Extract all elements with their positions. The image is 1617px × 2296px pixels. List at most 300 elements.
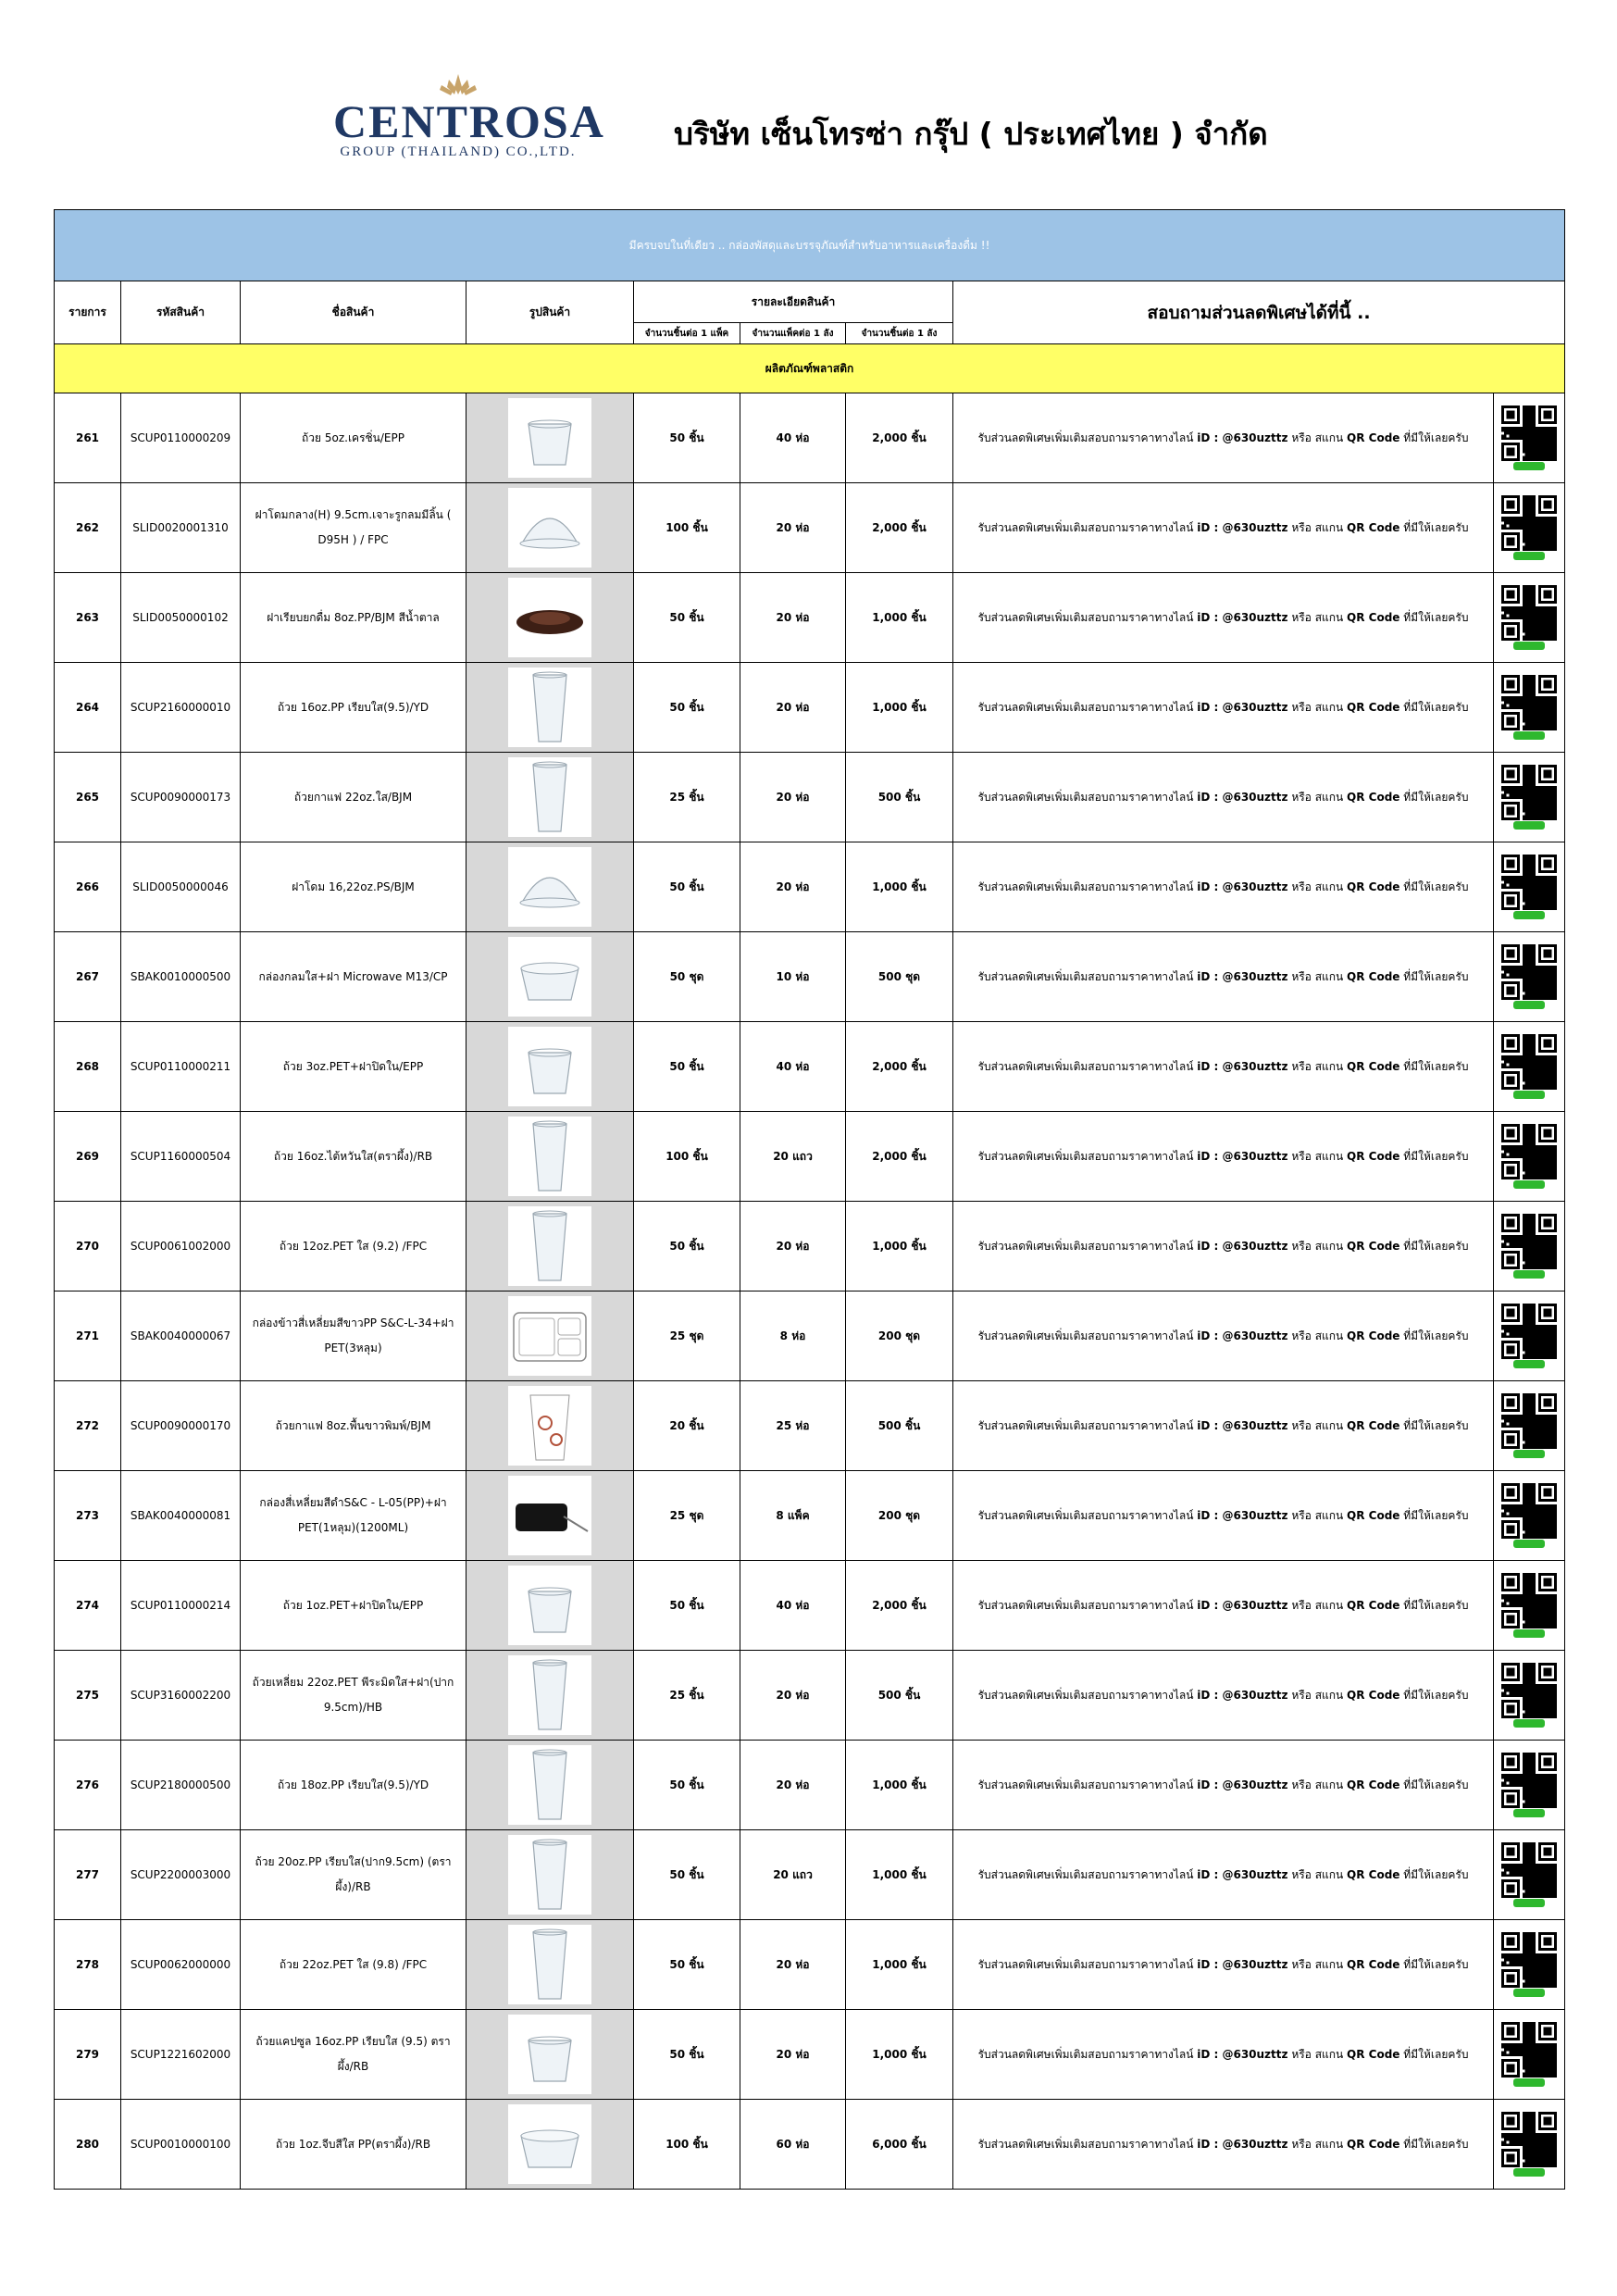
qr-code-cell — [1494, 1741, 1565, 1830]
line-add-friend-icon — [1513, 1180, 1545, 1189]
promo-mid: หรือ สแกน — [1287, 430, 1348, 444]
line-add-friend-icon — [1513, 1719, 1545, 1728]
qr-code[interactable] — [1499, 1393, 1560, 1458]
pieces-per-case: 200 ชุด — [846, 1471, 953, 1561]
product-name: ถ้วยกาแฟ 8oz.พื้นขาวพิมพ์/BJM — [241, 1381, 466, 1471]
table-row — [55, 932, 1565, 1022]
packs-per-case: 10 ห่อ — [740, 932, 846, 1022]
item-number: 274 — [55, 1561, 121, 1651]
promo-prefix: รับส่วนลดพิเศษเพิ่มเติมสอบถามราคาทางไลน์ — [977, 1059, 1198, 1073]
product-image — [466, 393, 634, 483]
packs-per-case: 20 ห่อ — [740, 663, 846, 753]
header-no: รายการ — [55, 281, 121, 344]
qr-code-icon — [1499, 406, 1560, 461]
qr-code-cell — [1494, 1112, 1565, 1202]
cup-tall-icon — [508, 1925, 591, 2004]
lotus-emblem-icon — [438, 72, 479, 96]
qr-code-cell — [1494, 1381, 1565, 1471]
product-name: กล่องข้าวสี่เหลี่ยมสีขาวPP S&C-L-34+ฝา PET(3หลุม) — [241, 1292, 466, 1381]
promo-text — [953, 663, 1494, 753]
promo-text — [953, 2010, 1494, 2100]
promo-line-id: iD : @630uzttz — [1197, 700, 1288, 714]
promo-mid: หรือ สแกน — [1287, 2047, 1348, 2061]
product-code: SCUP0062000000 — [121, 1920, 241, 2010]
pieces-per-case: 500 ชิ้น — [846, 753, 953, 842]
company-logo — [333, 72, 605, 165]
promo-mid: หรือ สแกน — [1287, 1688, 1348, 1702]
pieces-per-case: 1,000 ชิ้น — [846, 573, 953, 663]
qr-code[interactable] — [1499, 406, 1560, 470]
qr-code-cell — [1494, 1830, 1565, 1920]
product-image — [466, 1471, 634, 1561]
promo-prefix: รับส่วนลดพิเศษเพิ่มเติมสอบถามราคาทางไลน์ — [977, 1149, 1198, 1163]
promo-mid: หรือ สแกน — [1287, 1239, 1348, 1253]
tray-black-icon — [508, 1476, 591, 1555]
promo-mid: หรือ สแกน — [1287, 1598, 1348, 1612]
promo-prefix: รับส่วนลดพิเศษเพิ่มเติมสอบถามราคาทางไลน์ — [977, 1508, 1198, 1522]
bowl-icon — [508, 2104, 591, 2184]
product-table-body — [55, 210, 1565, 2190]
product-image — [466, 1830, 634, 1920]
promo-qr-label: QR Code — [1347, 1329, 1400, 1342]
promo-qr-label: QR Code — [1347, 2137, 1400, 2151]
promo-prefix: รับส่วนลดพิเศษเพิ่มเติมสอบถามราคาทางไลน์ — [977, 2047, 1198, 2061]
promo-qr-label: QR Code — [1347, 430, 1400, 444]
product-name: ถ้วย 3oz.PET+ฝาปิดใน/EPP — [241, 1022, 466, 1112]
product-name: กล่องสี่เหลี่ยมสีดำS&C - L-05(PP)+ฝา PET(1หลุม)(1200ML) — [241, 1471, 466, 1561]
qr-code[interactable] — [1499, 2022, 1560, 2087]
qr-code-icon — [1499, 495, 1560, 551]
qr-code[interactable] — [1499, 1573, 1560, 1638]
qr-code[interactable] — [1499, 1483, 1560, 1548]
packs-per-case: 20 ห่อ — [740, 2010, 846, 2100]
cup-tall-icon — [508, 1655, 591, 1735]
promo-prefix: รับส่วนลดพิเศษเพิ่มเติมสอบถามราคาทางไลน์ — [977, 1778, 1198, 1791]
line-add-friend-icon — [1513, 1270, 1545, 1279]
promo-mid: หรือ สแกน — [1287, 2137, 1348, 2151]
pieces-per-pack: 100 ชิ้น — [634, 483, 740, 573]
product-code: SLID0050000046 — [121, 842, 241, 932]
promo-prefix: รับส่วนลดพิเศษเพิ่มเติมสอบถามราคาทางไลน์ — [977, 790, 1198, 804]
item-number: 279 — [55, 2010, 121, 2100]
promo-text — [953, 1651, 1494, 1741]
product-code: SCUP2180000500 — [121, 1741, 241, 1830]
line-add-friend-icon — [1513, 552, 1545, 560]
item-number: 277 — [55, 1830, 121, 1920]
pieces-per-case: 500 ชุด — [846, 932, 953, 1022]
product-image — [466, 932, 634, 1022]
company-name: บริษัท เซ็นโทรซ่า กรุ๊ป ( ประเทศไทย ) จำกัด — [674, 116, 1268, 152]
qr-code[interactable] — [1499, 1034, 1560, 1099]
pieces-per-case: 1,000 ชิ้น — [846, 1202, 953, 1292]
pieces-per-case: 2,000 ชิ้น — [846, 393, 953, 483]
promo-line-id: iD : @630uzttz — [1197, 430, 1288, 444]
promo-mid: หรือ สแกน — [1287, 1329, 1348, 1342]
product-code: SBAK0010000500 — [121, 932, 241, 1022]
promo-suffix: ที่มีให้เลยครับ — [1399, 1688, 1469, 1702]
promo-line-id: iD : @630uzttz — [1197, 969, 1288, 983]
promo-suffix: ที่มีให้เลยครับ — [1399, 610, 1469, 624]
promo-mid: หรือ สแกน — [1287, 1778, 1348, 1791]
packs-per-case: 40 ห่อ — [740, 1561, 846, 1651]
pieces-per-pack: 50 ชิ้น — [634, 1202, 740, 1292]
promo-qr-label: QR Code — [1347, 610, 1400, 624]
qr-code[interactable] — [1499, 1842, 1560, 1907]
qr-code[interactable] — [1499, 944, 1560, 1009]
promo-prefix: รับส่วนลดพิเศษเพิ่มเติมสอบถามราคาทางไลน์ — [977, 610, 1198, 624]
cup-short-icon — [508, 398, 591, 478]
promo-mid: หรือ สแกน — [1287, 1059, 1348, 1073]
item-number: 269 — [55, 1112, 121, 1202]
dome-icon — [508, 847, 591, 927]
item-number: 263 — [55, 573, 121, 663]
pieces-per-pack: 50 ชิ้น — [634, 1741, 740, 1830]
qr-code-icon — [1499, 585, 1560, 641]
promo-suffix: ที่มีให้เลยครับ — [1399, 790, 1469, 804]
header-per-pack: จำนวนชิ้นต่อ 1 แพ็ค — [634, 323, 740, 344]
table-row — [55, 842, 1565, 932]
dome-icon — [508, 488, 591, 568]
product-code: SBAK0040000081 — [121, 1471, 241, 1561]
product-name: ถ้วยกาแฟ 22oz.ใส/BJM — [241, 753, 466, 842]
product-image — [466, 1920, 634, 2010]
promo-text — [953, 573, 1494, 663]
header-code: รหัสสินค้า — [121, 281, 241, 344]
pieces-per-pack: 50 ชุด — [634, 932, 740, 1022]
qr-code[interactable] — [1499, 495, 1560, 560]
promo-text — [953, 1920, 1494, 2010]
qr-code[interactable] — [1499, 2112, 1560, 2177]
pieces-per-case: 6,000 ชิ้น — [846, 2100, 953, 2190]
promo-prefix: รับส่วนลดพิเศษเพิ่มเติมสอบถามราคาทางไลน์ — [977, 700, 1198, 714]
promo-prefix: รับส่วนลดพิเศษเพิ่มเติมสอบถามราคาทางไลน์ — [977, 1598, 1198, 1612]
line-add-friend-icon — [1513, 1001, 1545, 1009]
promo-prefix: รับส่วนลดพิเศษเพิ่มเติมสอบถามราคาทางไลน์ — [977, 1418, 1198, 1432]
promo-prefix: รับส่วนลดพิเศษเพิ่มเติมสอบถามราคาทางไลน์ — [977, 880, 1198, 893]
promo-mid: หรือ สแกน — [1287, 520, 1348, 534]
promo-text — [953, 2100, 1494, 2190]
table-row — [55, 2100, 1565, 2190]
promo-mid: หรือ สแกน — [1287, 1957, 1348, 1971]
product-name: ฝาเรียบยกดื่ม 8oz.PP/BJM สีน้ำตาล — [241, 573, 466, 663]
product-name: ถ้วย 1oz.PET+ฝาปิดใน/EPP — [241, 1561, 466, 1651]
qr-code-icon — [1499, 1124, 1560, 1179]
promo-text — [953, 1561, 1494, 1651]
pieces-per-pack: 25 ชิ้น — [634, 753, 740, 842]
qr-code-cell — [1494, 573, 1565, 663]
item-number: 266 — [55, 842, 121, 932]
promo-suffix: ที่มีให้เลยครับ — [1399, 880, 1469, 893]
table-row — [55, 1471, 1565, 1561]
paper-cup-icon — [508, 1386, 591, 1466]
line-add-friend-icon — [1513, 731, 1545, 740]
qr-code-icon — [1499, 2112, 1560, 2167]
qr-code[interactable] — [1499, 1753, 1560, 1817]
line-add-friend-icon — [1513, 1540, 1545, 1548]
table-row — [55, 573, 1565, 663]
pieces-per-case: 1,000 ชิ้น — [846, 1741, 953, 1830]
item-number: 275 — [55, 1651, 121, 1741]
item-number: 267 — [55, 932, 121, 1022]
promo-line-id: iD : @630uzttz — [1197, 520, 1288, 534]
logo-name: CENTROSA — [333, 95, 605, 147]
promo-line-id: iD : @630uzttz — [1197, 1867, 1288, 1881]
pieces-per-pack: 100 ชิ้น — [634, 2100, 740, 2190]
promo-qr-label: QR Code — [1347, 1239, 1400, 1253]
pieces-per-case: 2,000 ชิ้น — [846, 1112, 953, 1202]
table-row — [55, 1561, 1565, 1651]
qr-code-icon — [1499, 2022, 1560, 2078]
qr-code[interactable] — [1499, 1304, 1560, 1368]
promo-qr-label: QR Code — [1347, 1598, 1400, 1612]
packs-per-case: 20 แถว — [740, 1830, 846, 1920]
promo-suffix: ที่มีให้เลยครับ — [1399, 1418, 1469, 1432]
product-image — [466, 1381, 634, 1471]
promo-text — [953, 1202, 1494, 1292]
packs-per-case: 60 ห่อ — [740, 2100, 846, 2190]
promo-prefix: รับส่วนลดพิเศษเพิ่มเติมสอบถามราคาทางไลน์ — [977, 2137, 1198, 2151]
packs-per-case: 20 แถว — [740, 1112, 846, 1202]
item-number: 273 — [55, 1471, 121, 1561]
cup-short-icon — [508, 1027, 591, 1106]
promo-line-id: iD : @630uzttz — [1197, 1598, 1288, 1612]
qr-code-icon — [1499, 1573, 1560, 1628]
item-number: 268 — [55, 1022, 121, 1112]
promo-suffix: ที่มีให้เลยครับ — [1399, 520, 1469, 534]
pieces-per-pack: 50 ชิ้น — [634, 393, 740, 483]
product-image — [466, 1651, 634, 1741]
packs-per-case: 40 ห่อ — [740, 393, 846, 483]
qr-code-icon — [1499, 1932, 1560, 1988]
qr-code-cell — [1494, 1561, 1565, 1651]
table-row — [55, 393, 1565, 483]
table-row — [55, 1830, 1565, 1920]
promo-qr-label: QR Code — [1347, 1149, 1400, 1163]
product-name: ถ้วย 16oz.ไต้หวันใส(ตราผึ้ง)/RB — [241, 1112, 466, 1202]
line-add-friend-icon — [1513, 2078, 1545, 2087]
product-code: SCUP0110000209 — [121, 393, 241, 483]
product-code: SCUP0090000173 — [121, 753, 241, 842]
promo-text — [953, 1292, 1494, 1381]
promo-text — [953, 1022, 1494, 1112]
qr-code[interactable] — [1499, 585, 1560, 650]
qr-code[interactable] — [1499, 1124, 1560, 1189]
promo-line-id: iD : @630uzttz — [1197, 1418, 1288, 1432]
line-add-friend-icon — [1513, 1629, 1545, 1638]
product-name: ฝาโดม 16,22oz.PS/BJM — [241, 842, 466, 932]
promo-mid: หรือ สแกน — [1287, 1508, 1348, 1522]
packs-per-case: 20 ห่อ — [740, 1920, 846, 2010]
qr-code[interactable] — [1499, 1214, 1560, 1279]
product-code: SBAK0040000067 — [121, 1292, 241, 1381]
bowl-icon — [508, 937, 591, 1017]
pieces-per-pack: 50 ชิ้น — [634, 2010, 740, 2100]
qr-code-icon — [1499, 1034, 1560, 1090]
promo-mid: หรือ สแกน — [1287, 1418, 1348, 1432]
promo-text — [953, 842, 1494, 932]
product-code: SCUP2200003000 — [121, 1830, 241, 1920]
product-name: ถ้วยเหลี่ยม 22oz.PET พีระมิดใส+ฝา(ปาก 9.5cm)/HB — [241, 1651, 466, 1741]
promo-suffix: ที่มีให้เลยครับ — [1399, 969, 1469, 983]
brown-lid-icon — [508, 578, 591, 657]
product-image — [466, 663, 634, 753]
promo-qr-label: QR Code — [1347, 700, 1400, 714]
promo-suffix: ที่มีให้เลยครับ — [1399, 430, 1469, 444]
promo-text — [953, 1741, 1494, 1830]
promo-line-id: iD : @630uzttz — [1197, 880, 1288, 893]
promo-qr-label: QR Code — [1347, 1957, 1400, 1971]
packs-per-case: 20 ห่อ — [740, 1741, 846, 1830]
pieces-per-case: 2,000 ชิ้น — [846, 483, 953, 573]
cup-tall-icon — [508, 757, 591, 837]
packs-per-case: 20 ห่อ — [740, 573, 846, 663]
line-add-friend-icon — [1513, 911, 1545, 919]
promo-line-id: iD : @630uzttz — [1197, 2047, 1288, 2061]
pieces-per-pack: 25 ชิ้น — [634, 1651, 740, 1741]
product-code: SCUP1160000504 — [121, 1112, 241, 1202]
pieces-per-pack: 50 ชิ้น — [634, 573, 740, 663]
qr-code-cell — [1494, 1651, 1565, 1741]
pieces-per-case: 1,000 ชิ้น — [846, 1920, 953, 2010]
header-detail: รายละเอียดสินค้า — [634, 281, 953, 323]
pieces-per-case: 200 ชุด — [846, 1292, 953, 1381]
header-inquiry: สอบถามส่วนลดพิเศษได้ที่นี้ .. — [953, 281, 1565, 344]
pieces-per-pack: 50 ชิ้น — [634, 1022, 740, 1112]
promo-qr-label: QR Code — [1347, 1418, 1400, 1432]
table-row — [55, 483, 1565, 573]
packs-per-case: 8 แพ็ค — [740, 1471, 846, 1561]
qr-code-icon — [1499, 1663, 1560, 1718]
product-name: ถ้วยแคปซูล 16oz.PP เรียบใส (9.5) ตรา ผึ้ง/RB — [241, 2010, 466, 2100]
item-number: 276 — [55, 1741, 121, 1830]
promo-mid: หรือ สแกน — [1287, 969, 1348, 983]
line-add-friend-icon — [1513, 821, 1545, 830]
product-image — [466, 1022, 634, 1112]
product-name: ถ้วย 12oz.PET ใส (9.2) /FPC — [241, 1202, 466, 1292]
logo-subtitle: GROUP (THAILAND) CO.,LTD. — [340, 144, 577, 159]
promo-text — [953, 1381, 1494, 1471]
qr-code[interactable] — [1499, 675, 1560, 740]
product-name: ถ้วย 20oz.PP เรียบใส(ปาก9.5cm) (ตราผึ้ง)/RB — [241, 1830, 466, 1920]
product-code: SLID0020001310 — [121, 483, 241, 573]
pieces-per-pack: 50 ชิ้น — [634, 842, 740, 932]
cup-tall-icon — [508, 668, 591, 747]
product-table — [54, 209, 1565, 2190]
promo-mid: หรือ สแกน — [1287, 1149, 1348, 1163]
pieces-per-case: 500 ชิ้น — [846, 1651, 953, 1741]
qr-code-icon — [1499, 1753, 1560, 1808]
promo-suffix: ที่มีให้เลยครับ — [1399, 1778, 1469, 1791]
pieces-per-pack: 25 ชุด — [634, 1292, 740, 1381]
packs-per-case: 20 ห่อ — [740, 1202, 846, 1292]
category-label: ผลิตภัณฑ์พลาสติก — [55, 344, 1565, 393]
header-per-case: จำนวนชิ้นต่อ 1 ลัง — [846, 323, 953, 344]
cup-short-icon — [508, 2015, 591, 2094]
packs-per-case: 20 ห่อ — [740, 1651, 846, 1741]
qr-code-cell — [1494, 483, 1565, 573]
pieces-per-pack: 50 ชิ้น — [634, 1561, 740, 1651]
promo-text — [953, 1112, 1494, 1202]
qr-code[interactable] — [1499, 765, 1560, 830]
promo-line-id: iD : @630uzttz — [1197, 1059, 1288, 1073]
product-name: ถ้วย 18oz.PP เรียบใส(9.5)/YD — [241, 1741, 466, 1830]
line-add-friend-icon — [1513, 1989, 1545, 1997]
pieces-per-pack: 20 ชิ้น — [634, 1381, 740, 1471]
promo-qr-label: QR Code — [1347, 1508, 1400, 1522]
product-image — [466, 1741, 634, 1830]
product-name: ถ้วย 1oz.จีบสีใส PP(ตราผึ้ง)/RB — [241, 2100, 466, 2190]
promo-suffix: ที่มีให้เลยครับ — [1399, 700, 1469, 714]
pieces-per-case: 2,000 ชิ้น — [846, 1561, 953, 1651]
promo-qr-label: QR Code — [1347, 1688, 1400, 1702]
product-image — [466, 1561, 634, 1651]
promo-suffix: ที่มีให้เลยครับ — [1399, 1239, 1469, 1253]
promo-qr-label: QR Code — [1347, 969, 1400, 983]
qr-code[interactable] — [1499, 855, 1560, 919]
promo-suffix: ที่มีให้เลยครับ — [1399, 2137, 1469, 2151]
product-name: ถ้วย 5oz.เครชิ่น/EPP — [241, 393, 466, 483]
item-number: 278 — [55, 1920, 121, 2010]
line-add-friend-icon — [1513, 1899, 1545, 1907]
header-name: ชื่อสินค้า — [241, 281, 466, 344]
qr-code-icon — [1499, 675, 1560, 730]
promo-suffix: ที่มีให้เลยครับ — [1399, 1957, 1469, 1971]
table-row — [55, 1381, 1565, 1471]
qr-code[interactable] — [1499, 1932, 1560, 1997]
item-number: 265 — [55, 753, 121, 842]
promo-suffix: ที่มีให้เลยครับ — [1399, 2047, 1469, 2061]
product-code: SCUP2160000010 — [121, 663, 241, 753]
line-add-friend-icon — [1513, 2168, 1545, 2177]
line-add-friend-icon — [1513, 642, 1545, 650]
promo-text — [953, 1471, 1494, 1561]
promo-line-id: iD : @630uzttz — [1197, 1778, 1288, 1791]
qr-code-icon — [1499, 765, 1560, 820]
qr-code[interactable] — [1499, 1663, 1560, 1728]
qr-code-icon — [1499, 1842, 1560, 1898]
promo-prefix: รับส่วนลดพิเศษเพิ่มเติมสอบถามราคาทางไลน์ — [977, 430, 1198, 444]
promo-prefix: รับส่วนลดพิเศษเพิ่มเติมสอบถามราคาทางไลน์ — [977, 1957, 1198, 1971]
pieces-per-pack: 100 ชิ้น — [634, 1112, 740, 1202]
promo-text — [953, 483, 1494, 573]
promo-mid: หรือ สแกน — [1287, 700, 1348, 714]
promo-line-id: iD : @630uzttz — [1197, 1508, 1288, 1522]
product-code: SCUP0110000211 — [121, 1022, 241, 1112]
promo-prefix: รับส่วนลดพิเศษเพิ่มเติมสอบถามราคาทางไลน์ — [977, 520, 1198, 534]
cup-tall-icon — [508, 1206, 591, 1286]
promo-mid: หรือ สแกน — [1287, 880, 1348, 893]
promo-suffix: ที่มีให้เลยครับ — [1399, 1867, 1469, 1881]
promo-line-id: iD : @630uzttz — [1197, 1239, 1288, 1253]
promo-mid: หรือ สแกน — [1287, 610, 1348, 624]
table-row — [55, 1022, 1565, 1112]
promo-prefix: รับส่วนลดพิเศษเพิ่มเติมสอบถามราคาทางไลน์ — [977, 1688, 1198, 1702]
promo-line-id: iD : @630uzttz — [1197, 1688, 1288, 1702]
promo-line-id: iD : @630uzttz — [1197, 1149, 1288, 1163]
promo-line-id: iD : @630uzttz — [1197, 610, 1288, 624]
packs-per-case: 8 ห่อ — [740, 1292, 846, 1381]
cup-tall-icon — [508, 1117, 591, 1196]
qr-code-icon — [1499, 1483, 1560, 1539]
item-number: 261 — [55, 393, 121, 483]
product-code: SCUP0061002000 — [121, 1202, 241, 1292]
product-code: SCUP1221602000 — [121, 2010, 241, 2100]
product-name: กล่องกลมใส+ฝา Microwave M13/CP — [241, 932, 466, 1022]
table-row — [55, 1920, 1565, 2010]
product-image — [466, 1112, 634, 1202]
promo-prefix: รับส่วนลดพิเศษเพิ่มเติมสอบถามราคาทางไลน์ — [977, 1329, 1198, 1342]
promo-text — [953, 753, 1494, 842]
